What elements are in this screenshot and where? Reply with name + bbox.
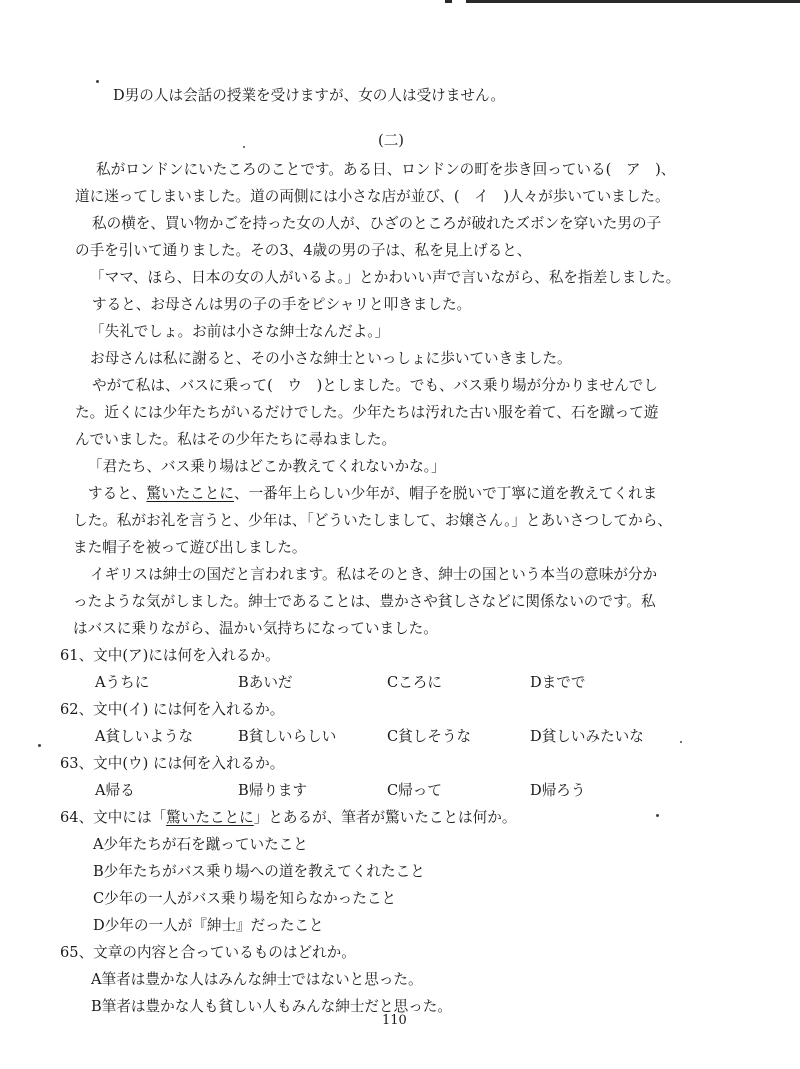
scan-speck [243, 146, 245, 148]
passage-line-17: ったような気がしました。紳士であることは、豊かさや貧しさなどに関係ないのです。私 [73, 593, 656, 610]
q63-option-b: B帰ります [238, 782, 308, 799]
question-65: 65、文章の内容と合っているものはどれか。 [60, 944, 356, 961]
scan-speck [96, 80, 99, 83]
passage-line-9: やがて私は、バスに乗って( ウ )としました。でも、バス乗り場が分かりませんでし [92, 377, 658, 394]
scan-speck [38, 744, 41, 747]
q64-stem-pre: 64、文中には「 [60, 809, 167, 826]
q65-option-a: A筆者は豊かな人はみんな紳士ではないと思った。 [91, 971, 423, 988]
q61-option-c: Cころに [387, 674, 442, 691]
passage-line-8: お母さんは私に謝ると、その小さな紳士といっしょに歩いていきました。 [90, 350, 572, 367]
passage-line-13 [88, 487, 657, 502]
section-heading: (二) [378, 132, 404, 149]
q64-option-a: A少年たちが石を蹴っていたこと [93, 836, 308, 853]
prev-answer-d: D男の人は会話の授業を受けますが、女の人は受けません。 [113, 87, 506, 104]
q64-option-d: D少年の一人が『紳士』だったこと [93, 917, 324, 934]
passage-line-7: 「失礼でしょ。お前は小さな紳士なんだよ。」 [90, 323, 390, 340]
passage-line-6: すると、お母さんは男の子の手をピシャリと叩きました。 [92, 296, 472, 313]
scan-speck [656, 814, 659, 817]
passage-line-11: んでいました。私はその少年たちに尋ねました。 [75, 431, 397, 448]
q65-option-b: B筆者は豊かな人も貧しい人もみんな紳士だと思った。 [91, 998, 452, 1015]
passage-line-5: 「ママ、ほら、日本の女の人がいるよ。」とかわいい声で言いながら、私を指差しました。 [90, 269, 681, 286]
q64-stem-post: 」とあるが、筆者が驚いたことは何か。 [253, 809, 517, 826]
passage-line-3: 私の横を、買い物かごを持った女の人が、ひざのところが破れたズボンを穿いた男の子 [92, 215, 662, 232]
passage-line-15: また帽子を被って遊び出しました。 [73, 539, 307, 556]
q62-option-c: C貧しそうな [387, 728, 472, 745]
passage-line-12: 「君たち、バス乗り場はどこか教えてくれないかな。」 [88, 458, 446, 475]
q62-option-b: B貧しいらしい [238, 728, 337, 745]
q61-option-a: Aうちに [95, 674, 150, 691]
passage-line-4: の手を引いて通りました。その3、4歳の男の子は、私を見上げると、 [75, 242, 532, 259]
passage-line-1: 私がロンドンにいたころのことです。ある日、ロンドンの町を歩き回っている( ア )、 [96, 161, 676, 178]
passage-line-18: はバスに乗りながら、温かい気持ちになっていました。 [73, 620, 438, 637]
page-number: 110 [382, 1013, 407, 1028]
q64-option-b: B少年たちがバス乗り場への道を教えてくれたこと [93, 863, 425, 880]
q62-option-d: D貧しいみたいな [530, 728, 644, 745]
passage-line-13-post: 、一番年上らしい少年が、帽子を脱いで丁寧に道を教えてくれま [233, 485, 658, 502]
scan-speck [680, 741, 682, 743]
question-61: 61、文中(ア)には何を入れるか。 [60, 647, 280, 664]
q63-option-d: D帰ろう [530, 782, 586, 799]
passage-line-16: イギリスは紳士の国だと言われます。私はそのとき、紳士の国という本当の意味が分か [90, 566, 658, 583]
top-rule-gap [452, 0, 466, 3]
top-rule [445, 0, 800, 3]
question-63: 63、文中(ウ) には何を入れるか。 [60, 755, 285, 772]
q64-option-c: C少年の一人がバス乗り場を知らなかったこと [93, 890, 397, 907]
passage-line-10: た。近くには少年たちがいるだけでした。少年たちは汚れた古い服を着て、石を蹴って遊 [75, 404, 659, 421]
q62-option-a: A貧しいような [95, 728, 194, 745]
q64-underlined-phrase: 驚いたことに [166, 809, 254, 826]
passage-line-14: した。私がお礼を言うと、少年は、「どういたしまして、お嬢さん。」とあいさつしてから、 [73, 512, 672, 529]
passage-line-13-pre: すると、 [88, 485, 147, 502]
q61-option-b: Bあいだ [238, 674, 293, 691]
question-62: 62、文中(イ) には何を入れるか。 [60, 701, 285, 718]
underlined-phrase: 驚いたことに [146, 485, 234, 502]
q63-option-c: C帰って [387, 782, 442, 799]
passage-line-2: 道に迷ってしまいました。道の両側には小さな店が並び、( イ )人々が歩いていました。 [75, 188, 670, 205]
question-64 [60, 811, 516, 826]
q63-option-a: A帰る [95, 782, 135, 799]
q61-option-d: Dまでで [530, 674, 586, 691]
